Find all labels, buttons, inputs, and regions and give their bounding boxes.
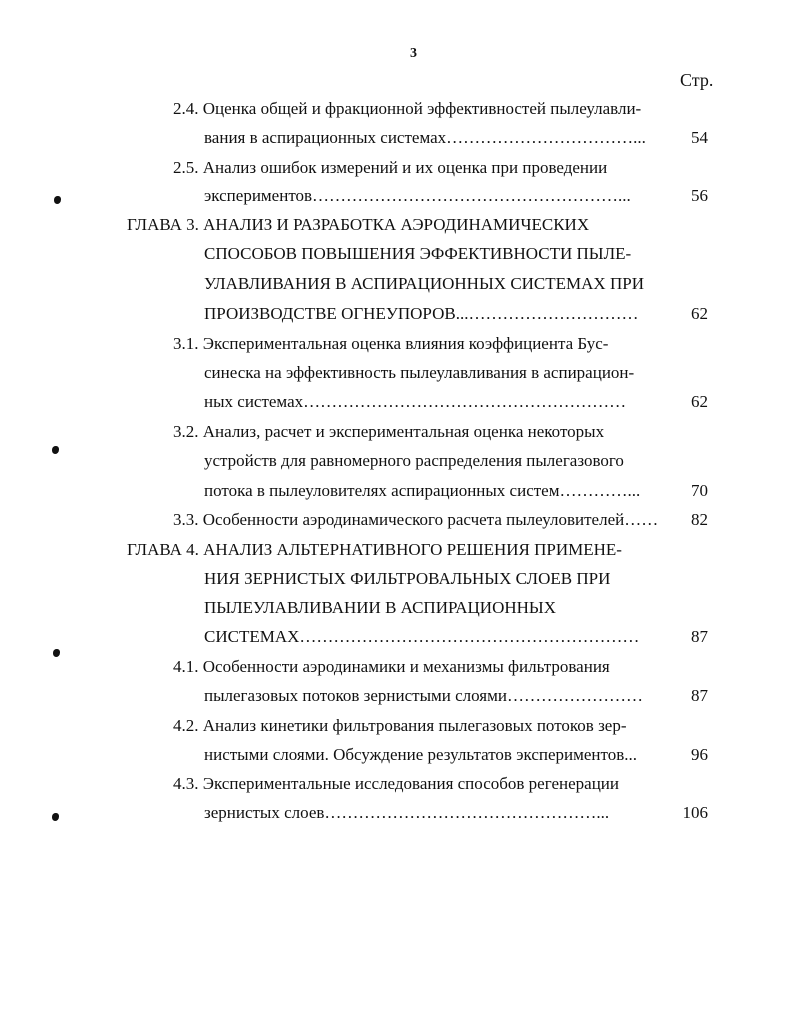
page-number: 3 xyxy=(410,46,417,61)
toc-entry-3-3-page: 82 xyxy=(691,510,708,529)
toc-entry-2-4-line-2: вания в аспирационных системах……………………………... xyxy=(204,128,646,147)
toc-entry-3-2-line-2: устройств для равномерного распределения пылегазового xyxy=(204,451,624,470)
toc-entry-4-1-line-2: пылегазовых потоков зернистыми слоями…………………… xyxy=(204,686,643,705)
toc-chapter-3-line-3: УЛАВЛИВАНИЯ В АСПИРАЦИОННЫХ СИСТЕМАХ ПРИ xyxy=(204,274,644,293)
toc-chapter-4-line-1: ГЛАВА 4. АНАЛИЗ АЛЬТЕРНАТИВНОГО РЕШЕНИЯ ПРИМЕНЕ- xyxy=(127,540,622,559)
toc-entry-3-2-page: 70 xyxy=(691,481,708,500)
toc-entry-4-2-page: 96 xyxy=(691,745,708,764)
toc-entry-4-3-line-2: зернистых слоев…………………………………………... xyxy=(204,803,610,822)
scan-mark xyxy=(54,196,61,204)
toc-entry-3-1-line-3: ных системах………………………………………………… xyxy=(204,392,627,411)
toc-chapter-4-line-3: ПЫЛЕУЛАВЛИВАНИИ В АСПИРАЦИОННЫХ xyxy=(204,598,557,617)
scan-mark xyxy=(52,813,59,821)
toc-entry-4-1-line-1: 4.1. Особенности аэродинамики и механизмы фильтрования xyxy=(173,657,610,676)
toc-chapter-3-line-4: ПРОИЗВОДСТВЕ ОГНЕУПОРОВ...………………………… xyxy=(204,304,639,323)
toc-entry-2-4-line-1: 2.4. Оценка общей и фракционной эффективностей пылеулавли- xyxy=(173,99,642,118)
toc-entry-3-2-line-3: потока в пылеуловителях аспирационных систем…………... xyxy=(204,481,641,500)
toc-entry-3-1-line-1: 3.1. Экспериментальная оценка влияния коэффициента Бус- xyxy=(173,334,609,353)
toc-entry-3-2-line-1: 3.2. Анализ, расчет и экспериментальная оценка некоторых xyxy=(173,422,605,441)
toc-entry-4-3-line-1: 4.3. Экспериментальные исследования способов регенерации xyxy=(173,774,619,793)
scan-mark xyxy=(53,649,60,657)
toc-entry-4-2-line-2: нистыми слоями. Обсуждение результатов экспериментов... xyxy=(204,745,638,764)
scan-mark xyxy=(52,446,59,454)
toc-chapter-3-page: 62 xyxy=(691,304,708,323)
toc-entry-2-5-line-2: экспериментов………………………………………………... xyxy=(204,186,631,205)
toc-entry-4-3-page: 106 xyxy=(682,803,708,822)
toc-entry-4-1-page: 87 xyxy=(691,686,708,705)
toc-chapter-3-line-1: ГЛАВА 3. АНАЛИЗ И РАЗРАБОТКА АЭРОДИНАМИЧЕСКИХ xyxy=(127,215,590,234)
toc-entry-3-1-page: 62 xyxy=(691,392,708,411)
toc-entry-3-3-line-1: 3.3. Особенности аэродинамического расчета пылеуловителей…… xyxy=(173,510,659,529)
toc-chapter-3-line-2: СПОСОБОВ ПОВЫШЕНИЯ ЭФФЕКТИВНОСТИ ПЫЛЕ- xyxy=(204,244,632,263)
toc-entry-2-5-page: 56 xyxy=(691,186,708,205)
toc-entry-2-4-page: 54 xyxy=(691,128,708,147)
page-column-header: Стр. xyxy=(680,70,714,90)
toc-chapter-4-line-2: НИЯ ЗЕРНИСТЫХ ФИЛЬТРОВАЛЬНЫХ СЛОЕВ ПРИ xyxy=(204,569,611,588)
toc-entry-4-2-line-1: 4.2. Анализ кинетики фильтрования пылегазовых потоков зер- xyxy=(173,716,627,735)
toc-chapter-4-page: 87 xyxy=(691,627,708,646)
toc-entry-2-5-line-1: 2.5. Анализ ошибок измерений и их оценка при проведении xyxy=(173,158,608,177)
toc-entry-3-1-line-2: синеска на эффективность пылеулавливания в аспирацион- xyxy=(204,363,635,382)
toc-chapter-4-line-4: СИСТЕМАХ…………………………………………………… xyxy=(204,627,640,646)
